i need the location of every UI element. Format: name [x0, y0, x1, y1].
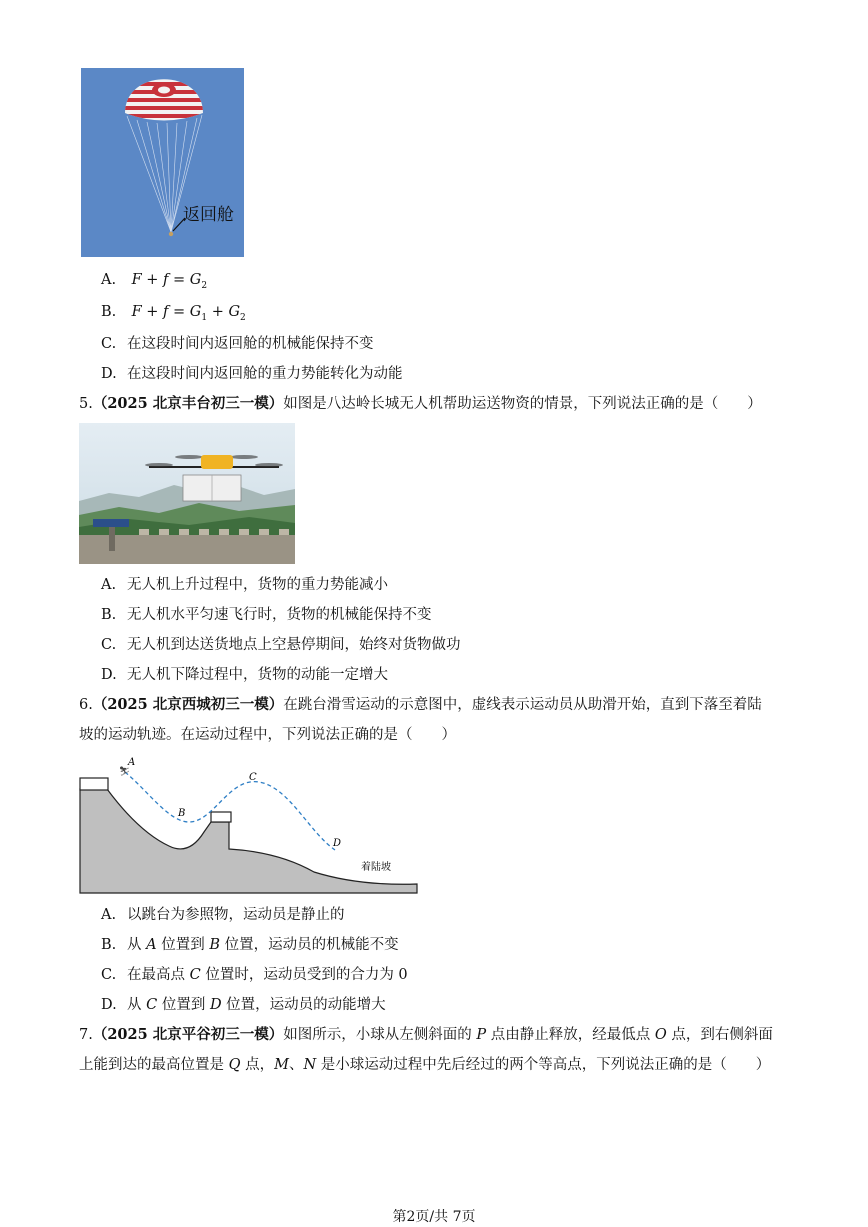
q4-option-d: D. 在这段时间内返回舱的重力势能转化为动能 [101, 366, 403, 382]
q5-option-b: B. 无人机水平匀速飞行时，货物的机械能保持不变 [101, 607, 432, 623]
q5-option-d: D. 无人机下降过程中，货物的动能一定增大 [101, 667, 388, 683]
q7-stem-line1: 7.（2025 北京平谷初三一模）如图所示，小球从左侧斜面的 P 点由静止释放，经最低点 O 点，到右侧斜面 [79, 1026, 773, 1043]
parachute-illustration [81, 68, 244, 257]
svg-text:B: B [178, 808, 186, 819]
drone-photo [79, 423, 295, 564]
svg-text:D: D [333, 838, 342, 849]
q6-option-a: A. 以跳台为参照物，运动员是静止的 [101, 907, 345, 923]
q5-stem: 5.（2025 北京丰台初三一模）如图是八达岭长城无人机帮助运送物资的情景，下列说法正确的是（ ） [79, 395, 762, 412]
ski-jump-diagram [79, 752, 419, 896]
q6-option-c: C. 在最高点 C 位置时，运动员受到的合力为 0 [101, 967, 408, 983]
landing-slope-label: 着陆坡 [361, 862, 391, 873]
start-platform [80, 778, 108, 790]
q5-option-a: A. 无人机上升过程中，货物的重力势能减小 [101, 577, 388, 593]
q6-stem-line2: 坡的运动轨迹。在运动过程中，下列说法正确的是（ ） [79, 727, 456, 743]
q6-option-b: B. 从 A 位置到 B 位置，运动员的机械能不变 [101, 937, 399, 953]
capsule-icon [169, 232, 173, 236]
capsule-label: 返回舱 [183, 205, 234, 225]
q4-option-a-formula: $F + f = G_2$ [131, 272, 208, 291]
takeoff-platform [211, 812, 231, 822]
q4-option-b: B. $F + f = G_1 + G_2$ [101, 304, 246, 323]
svg-text:C: C [249, 772, 257, 783]
q4-option-a: A. $F + f = G_2$ [101, 272, 208, 291]
skier-icon: ⛷ [119, 767, 131, 777]
q6-stem-line1: 6.（2025 北京西城初三一模）在跳台滑雪运动的示意图中，虚线表示运动员从助滑开始，直到下落至着陆 [79, 696, 762, 713]
page-footer: 第2页/共 7页 [392, 1209, 476, 1225]
ski-jump-illustration [79, 752, 419, 896]
drone-illustration [79, 423, 295, 564]
q5-option-c: C. 无人机到达送货地点上空悬停期间，始终对货物做功 [101, 637, 461, 653]
parachute-figure [81, 68, 244, 257]
svg-text:A: A [128, 757, 136, 768]
q6-option-d: D. 从 C 位置到 D 位置，运动员的动能增大 [101, 997, 386, 1013]
q4-option-b-formula: $F + f = G_1 + G_2$ [131, 304, 246, 323]
q4-option-c: C. 在这段时间内返回舱的机械能保持不变 [101, 336, 374, 352]
q7-stem-line2: 上能到达的最高位置是 Q 点，M、N 是小球运动过程中先后经过的两个等高点，下列说法正确的是（ ） [79, 1057, 771, 1073]
